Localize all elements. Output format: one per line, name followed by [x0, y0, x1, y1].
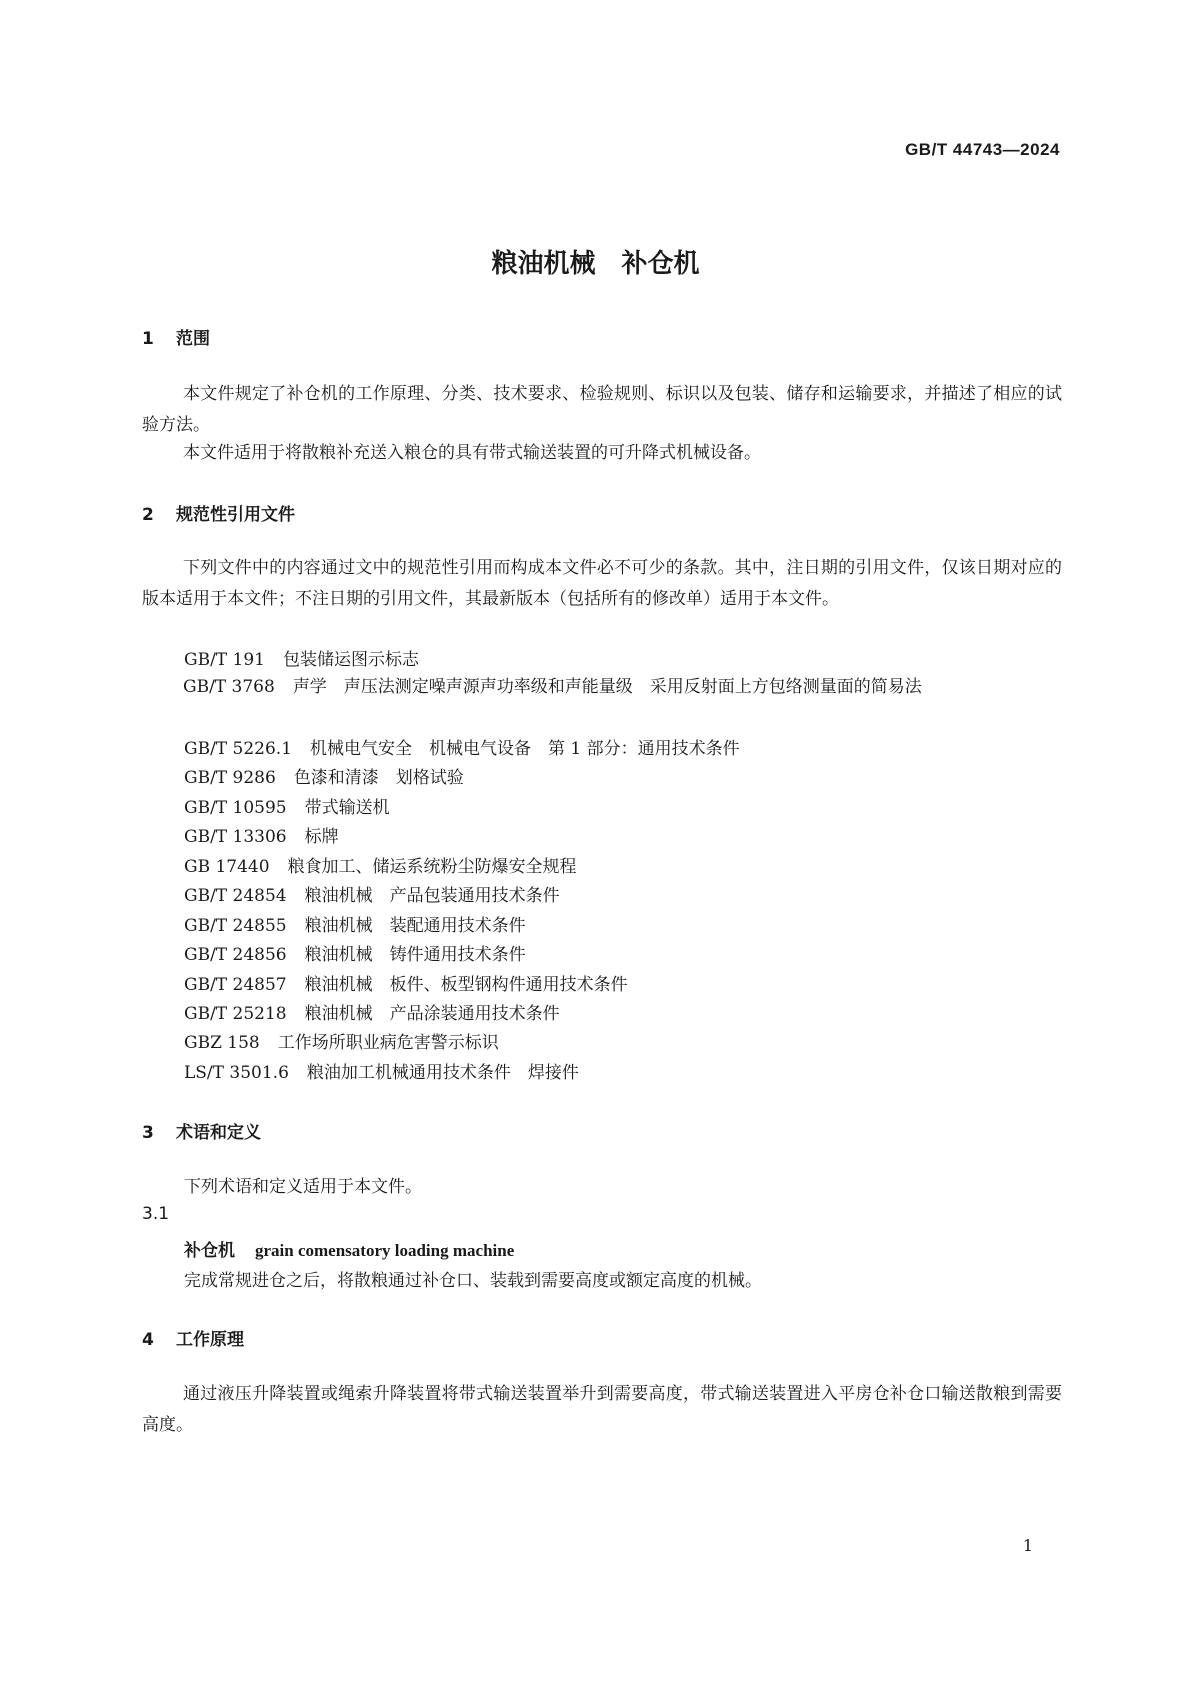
reference-code: GB/T 24854: [184, 886, 287, 906]
section-number: 3: [142, 1123, 154, 1143]
reference-code: LS/T 3501.6: [184, 1063, 289, 1083]
reference-item: [184, 852, 577, 877]
section-title: 术语和定义: [176, 1123, 261, 1143]
reference-title: 粮油加工机械通用技术条件 焊接件: [306, 1063, 579, 1083]
page-number: 1: [1022, 1536, 1033, 1555]
reference-item: [184, 793, 390, 818]
section-3-intro: 下列术语和定义适用于本文件。: [184, 1177, 422, 1197]
reference-title: 标牌: [304, 827, 339, 847]
term-english: grain comensatory loading machine: [255, 1241, 515, 1260]
reference-code: GB/T 24856: [184, 945, 287, 965]
reference-item: [184, 1028, 499, 1053]
section-number: 4: [142, 1330, 154, 1350]
term-number: 3.1: [142, 1204, 170, 1224]
term-definition: 完成常规进仓之后，将散粮通过补仓口、装载到需要高度或额定高度的机械。: [184, 1271, 762, 1291]
reference-title: 粮食加工、储运系统粉尘防爆安全规程: [287, 857, 577, 877]
reference-code: GB/T 191: [184, 650, 265, 670]
section-4-heading: [142, 1325, 244, 1350]
reference-item: [184, 1058, 579, 1083]
reference-item: [142, 672, 1062, 703]
reference-code: GB/T 25218: [184, 1004, 287, 1024]
reference-code: GBZ 158: [184, 1033, 260, 1053]
reference-code: GB/T 3768: [183, 677, 275, 697]
reference-title: 声学 声压法测定噪声源声功率级和声能量级 采用反射面上方包络测量面的简易法: [292, 677, 922, 697]
term-entry: [184, 1236, 514, 1261]
reference-code: GB 17440: [184, 857, 270, 877]
section-title: 范围: [176, 329, 210, 349]
reference-code: GB/T 10595: [184, 798, 287, 818]
section-number: 2: [142, 505, 154, 525]
reference-code: GB/T 13306: [184, 827, 287, 847]
standard-number: GB/T 44743—2024: [905, 140, 1060, 159]
reference-title: 粮油机械 装配通用技术条件: [304, 916, 526, 936]
section-1-paragraph-1: 本文件规定了补仓机的工作原理、分类、技术要求、检验规则、标识以及包装、储存和运输要求，并描述了相应的试验方法。: [142, 384, 1062, 435]
reference-item: [184, 970, 628, 995]
reference-code: GB/T 24855: [184, 916, 287, 936]
section-3-heading: [142, 1118, 261, 1143]
section-1-paragraph-2: 本文件适用于将散粮补充送入粮仓的具有带式输送装置的可升降式机械设备。: [183, 443, 761, 463]
reference-item: [184, 763, 464, 788]
reference-item: [184, 999, 560, 1024]
section-number: 1: [142, 329, 154, 349]
reference-code: GB/T 24857: [184, 975, 287, 995]
section-2-heading: [142, 500, 295, 525]
reference-title: 粮油机械 产品包装通用技术条件: [304, 886, 560, 906]
reference-item: [184, 645, 419, 670]
section-title: 工作原理: [176, 1330, 244, 1350]
reference-title: 包装储运图示标志: [283, 650, 419, 670]
reference-title: 工作场所职业病危害警示标识: [277, 1033, 499, 1053]
reference-title: 粮油机械 产品涂装通用技术条件: [304, 1004, 560, 1024]
section-4-paragraph: 通过液压升降装置或绳索升降装置将带式输送装置举升到需要高度，带式输送装置进入平房仓补仓口输送散粮到需要高度。: [142, 1384, 1062, 1435]
reference-item: [184, 734, 740, 759]
reference-title: 带式输送机: [304, 798, 390, 818]
reference-code: GB/T 9286: [184, 768, 276, 788]
section-1-heading: [142, 324, 210, 349]
reference-title: 色漆和清漆 划格试验: [293, 768, 464, 788]
reference-item: [184, 822, 339, 847]
reference-title: 机械电气安全 机械电气设备 第 1 部分：通用技术条件: [310, 739, 740, 759]
reference-item: [184, 911, 526, 936]
reference-code: GB/T 5226.1: [184, 739, 293, 759]
reference-title: 粮油机械 铸件通用技术条件: [304, 945, 526, 965]
term-chinese: 补仓机: [184, 1241, 235, 1261]
reference-item: [184, 881, 560, 906]
reference-title: 粮油机械 板件、板型钢构件通用技术条件: [304, 975, 628, 995]
section-2-intro: 下列文件中的内容通过文中的规范性引用而构成本文件必不可少的条款。其中，注日期的引用文件，仅该日期对应的版本适用于本文件；不注日期的引用文件，其最新版本（包括所有的修改单）适用于本文件。: [142, 558, 1062, 609]
reference-item: [184, 940, 526, 965]
section-title: 规范性引用文件: [176, 505, 295, 525]
document-title: 粮油机械 补仓机: [491, 249, 700, 279]
